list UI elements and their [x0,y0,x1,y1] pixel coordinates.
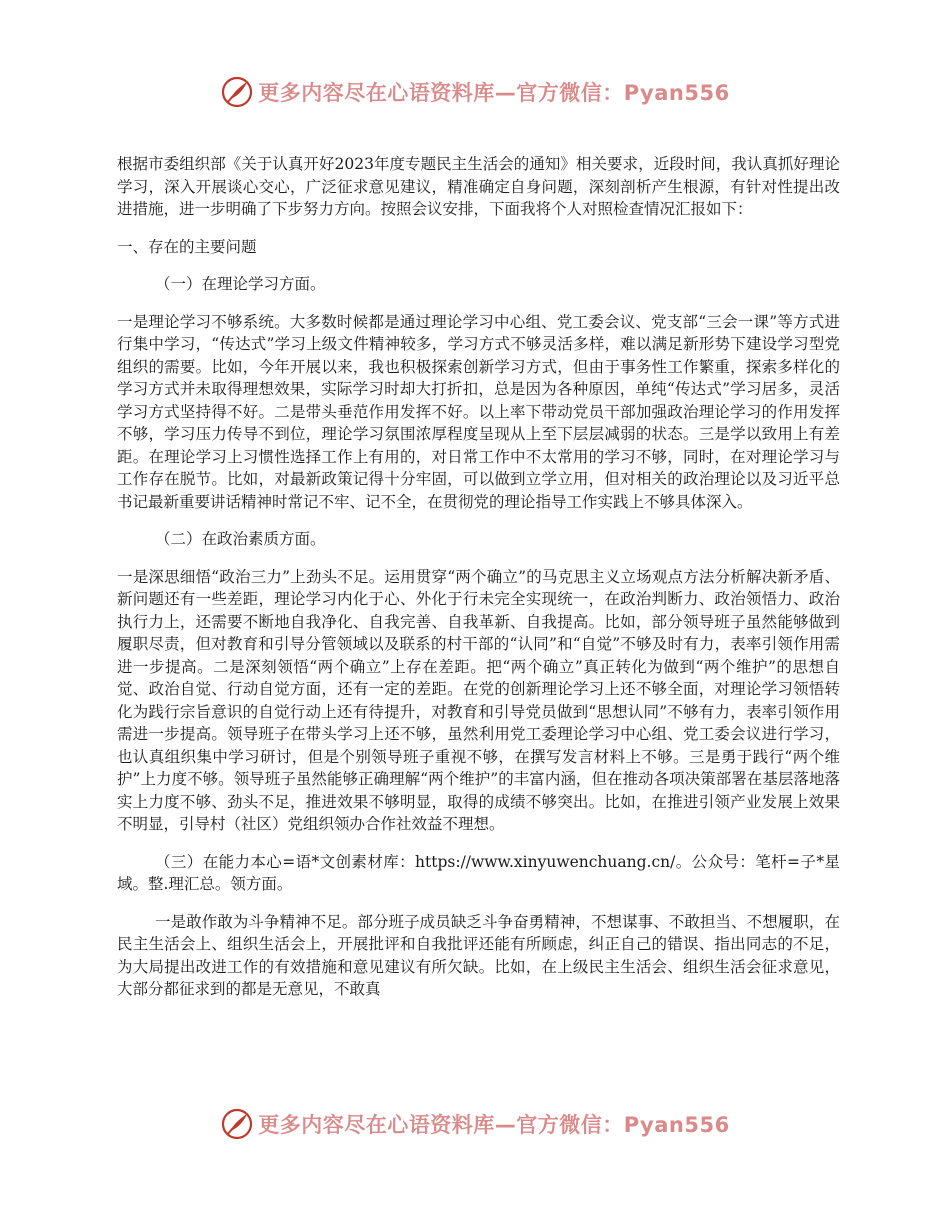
paragraph-ability: 一是敢作敢为斗争精神不足。部分班子成员缺乏斗争奋勇精神，不想谋事、不敢担当、不想履职，在民主生活会上、组织生活会上，开展批评和自我批评还能有所顾虑，纠正自己的错误、指出同志的不足，为大局提出改进工作的有效措施和意见建议有所欠缺。比如，在上级民主生活会、组织生活会征求意见，大部分都征求到的都是无意见，不敢真 [117,912,840,998]
subheading-theory-study: （一）在理论学习方面。 [155,275,326,293]
paragraph-theory-study: 一是理论学习不够系统。大多数时候都是通过理论学习中心组、党工委会议、党支部“三会一课”等方式进行集中学习，“传达式”学习上级文件精神较多，学习方式不够灵活多样，难以满足新形势下建设学习型党组织的需要。比如，今年开展以来，我也积极探索创新学习方式，但由于事务性工作繁重，探索多样化的学习方式并未取得理想效果，实际学习时却大打折扣，总是因为各种原因，单纯“传达式”学习居多，灵活学习方式坚持得不好。二是带头垂范作用发挥不好。以上率下带动党员干部加强政治理论学习的作用发挥不够，学习压力传导不到位，理论学习氛围浓厚程度呈现从上至下层层减弱的状态。三是学以致用上有差距。在理论学习上习惯性选择工作上有用的，对日常工作中不太常用的学习不够，同时，在对理论学习与工作存在脱节。比如，对最新政策记得十分牢固，可以做到立学立用，但对相关的政治理论以及习近平总书记最新重要讲话精神时常记不牢、记不全，在贯彻党的理论指导工作实践上不够具体深入。 [117,312,840,511]
quill-logo-icon [220,1107,254,1141]
subheading-political-quality: （二）在政治素质方面。 [155,530,326,548]
paragraph-political-quality: 一是深思细悟“政治三力”上劲头不足。运用贯穿“两个确立”的马克思主义立场观点方法分析解决新矛盾、新问题还有一些差距，理论学习内化于心、外化于行未完全实现统一，在政治判断力、政治领悟力、政治执行力上，还需要不断地自我净化、自我完善、自我革新、自我提高。比如，部分领导班子虽然能够做到履职尽责，但对教育和引导分管领域以及联系的村干部的“认同”和“自觉”不够及时有力，表率引领作用需进一步提高。二是深刻领悟“两个确立”上存在差距。把“两个确立”真正转化为做到“两个维护”的思想自觉、政治自觉、行动自觉方面，还有一定的差距。在党的创新理论学习上还不够全面，对理论学习领悟转化为践行宗旨意识的自觉行动上还有待提升，对教育和引导党员做到“思想认同”不够有力，表率引领作用需进一步提高。领导班子在带头学习上还不够，虽然利用党工委理论学习中心组、党工委会议进行学习，也认真组织集中学习研讨，但是个别领导班子重视不够，在撰写发言材料上不够。三是勇于践行“两个维护”上力度不够。领导班子虽然能够正确理解“两个维护”的丰富内涵，但在推动各项决策部署在基层落地落实上力度不够、劲头不足，推进效果不够明显，取得的成绩不够突出。比如，在推进引领产业发展上效果不明显，引导村（社区）党组织领办合作社效益不理想。 [117,567,840,833]
banner-text: 更多内容尽在心语资料库—官方微信：Pyan556 [258,81,730,105]
banner-text: 更多内容尽在心语资料库—官方微信：Pyan556 [258,1113,730,1137]
intro-paragraph: 根据市委组织部《关于认真开好2023年度专题民主生活会的通知》相关要求，近段时间，我认真抓好理论学习，深入开展谈心交心，广泛征求意见建议，精准确定自身问题，深刻剖析产生根源，有针对性提出改进措施，进一步明确了下步努力方向。按照会议安排，下面我将个人对照检查情况汇报如下： [117,155,840,218]
document-body [117,153,840,1001]
quill-logo-icon [220,75,254,109]
footer-watermark-banner [0,1104,950,1144]
section-heading-problems: 一、存在的主要问题 [117,237,257,256]
header-watermark-banner [0,72,950,112]
subheading-ability: （三）在能力本心=语*文创素材库：https://www.xinyuwenchuang.cn/。公众号：笔杆=子*星域。整.理汇总。领方面。 [117,852,840,893]
